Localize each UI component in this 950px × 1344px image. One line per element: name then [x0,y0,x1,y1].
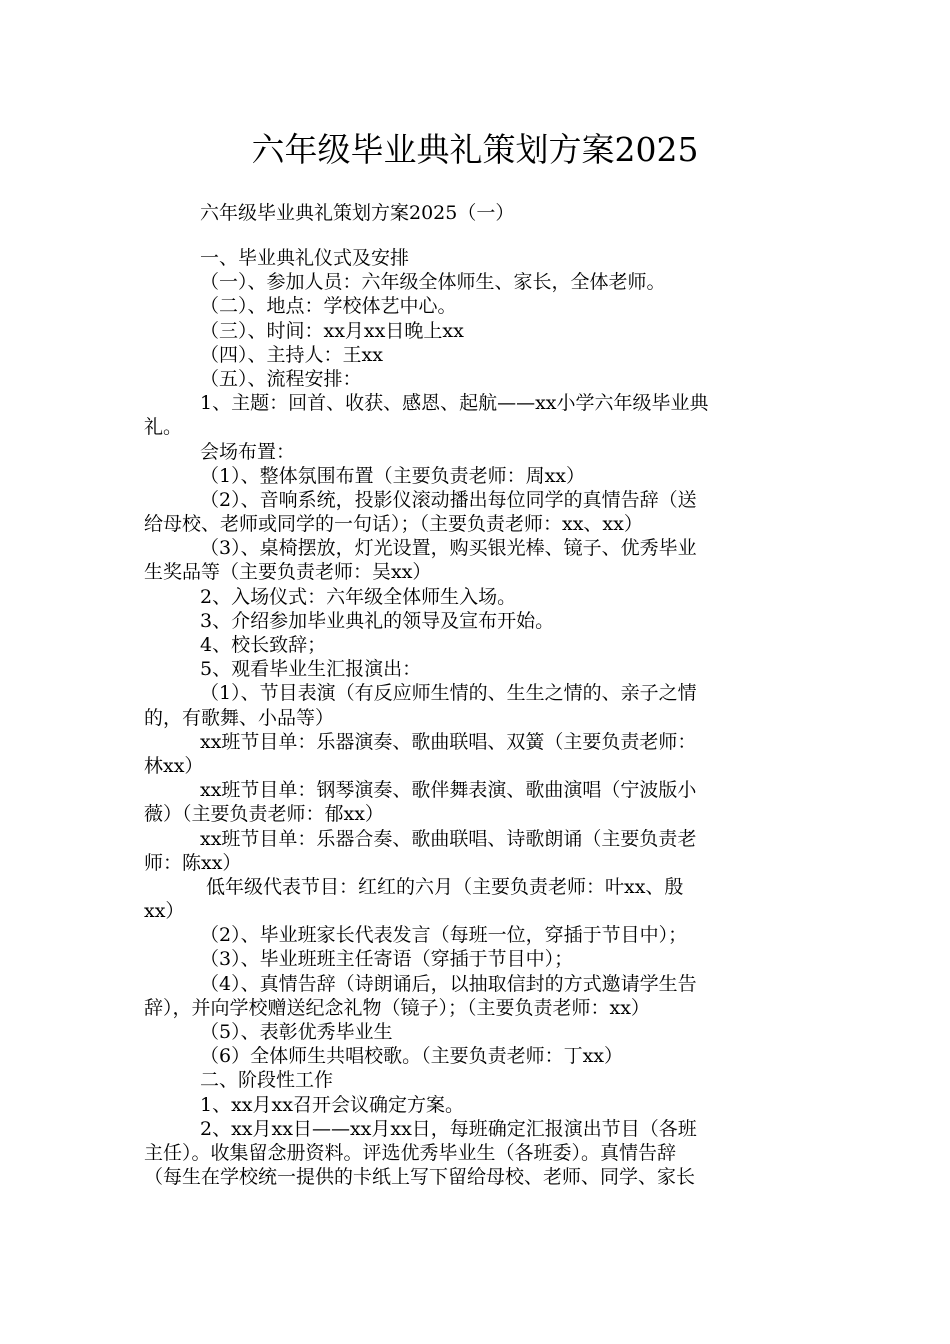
body-line: 5、观看毕业生汇报演出： [200,658,422,681]
body-line: 师：陈xx） [144,851,242,874]
body-line: （4）、真情告辞（诗朗诵后，以抽取信封的方式邀请学生告 [200,972,697,995]
body-line: 给母校、老师或同学的一句话）；（主要负责老师：xx、xx） [144,513,643,536]
body-line: xx班节目单：钢琴演奏、歌伴舞表演、歌曲演唱（宁波版小 [200,779,697,802]
body-line: 礼。 [144,416,183,439]
body-line: xx） [144,900,185,923]
body-line: 2、xx月xx日——xx月xx日，每班确定汇报演出节目（各班 [200,1117,697,1140]
body-line: （每生在学校统一提供的卡纸上写下留给母校、老师、同学、家长 [144,1166,696,1189]
document-subtitle: 六年级毕业典礼策划方案2025（一） [200,202,515,224]
body-line: （一）、参加人员：六年级全体师生、家长，全体老师。 [200,271,666,294]
body-line: xx班节目单：乐器合奏、歌曲联唱、诗歌朗诵（主要负责老 [200,827,697,850]
body-line: （5）、表彰优秀毕业生 [200,1021,393,1043]
body-line: xx班节目单：乐器演奏、歌曲联唱、双簧（主要负责老师： [200,730,697,753]
body-line: （1）、整体氛围布置（主要负责老师：周xx） [200,464,586,487]
body-line: （2）、音响系统，投影仪滚动播出每位同学的真情告辞（送 [200,488,697,511]
body-line: （1）、节目表演（有反应师生情的、生生之情的、亲子之情 [200,682,697,705]
body-line: （2）、毕业班家长代表发言（每班一位，穿插于节目中）； [200,924,688,947]
body-line: （二）、地点：学校体艺中心。 [200,295,457,318]
body-line: 辞），并向学校赠送纪念礼物（镜子）；（主要负责老师：xx） [144,996,650,1019]
body-line: 生奖品等（主要负责老师：吴xx） [144,561,432,584]
body-line: （3）、毕业班班主任寄语（穿插于节目中）； [200,948,574,971]
body-line: 主任）。收集留念册资料。评选优秀毕业生（各班委）。真情告辞 [144,1141,677,1164]
body-line: （3）、桌椅摆放，灯光设置，购买银光棒、镜子、优秀毕业 [200,537,697,560]
body-line: 3、介绍参加毕业典礼的领导及宣布开始。 [200,609,555,632]
body-line: 4、校长致辞； [200,634,327,656]
body-line: 的，有歌舞、小品等） [144,706,335,729]
body-line: （四）、主持人：王xx [200,343,383,366]
body-line: 一、毕业典礼仪式及安排 [200,247,410,269]
body-line: 低年级代表节目：红红的六月（主要负责老师：叶xx、殷 [206,875,684,898]
document-body [144,246,806,1189]
body-line: （6）全体师生共唱校歌。（主要负责老师：丁xx） [200,1045,624,1068]
body-line: 2、入场仪式：六年级全体师生入场。 [200,585,517,608]
body-line: 会场布置： [200,440,296,463]
body-line: 林xx） [144,754,204,777]
body-line: 1、主题：回首、收获、感恩、起航——xx小学六年级毕业典 [200,392,709,415]
body-line: 薇）（主要负责老师：郁xx） [144,803,384,826]
body-line: 二、阶段性工作 [200,1069,334,1092]
body-line: 1、xx月xx召开会议确定方案。 [200,1093,464,1116]
document-title: 六年级毕业典礼策划方案2025 [251,130,699,169]
body-line: （三）、时间：xx月xx日晚上xx [200,319,464,342]
body-line: （五）、流程安排： [200,367,362,390]
